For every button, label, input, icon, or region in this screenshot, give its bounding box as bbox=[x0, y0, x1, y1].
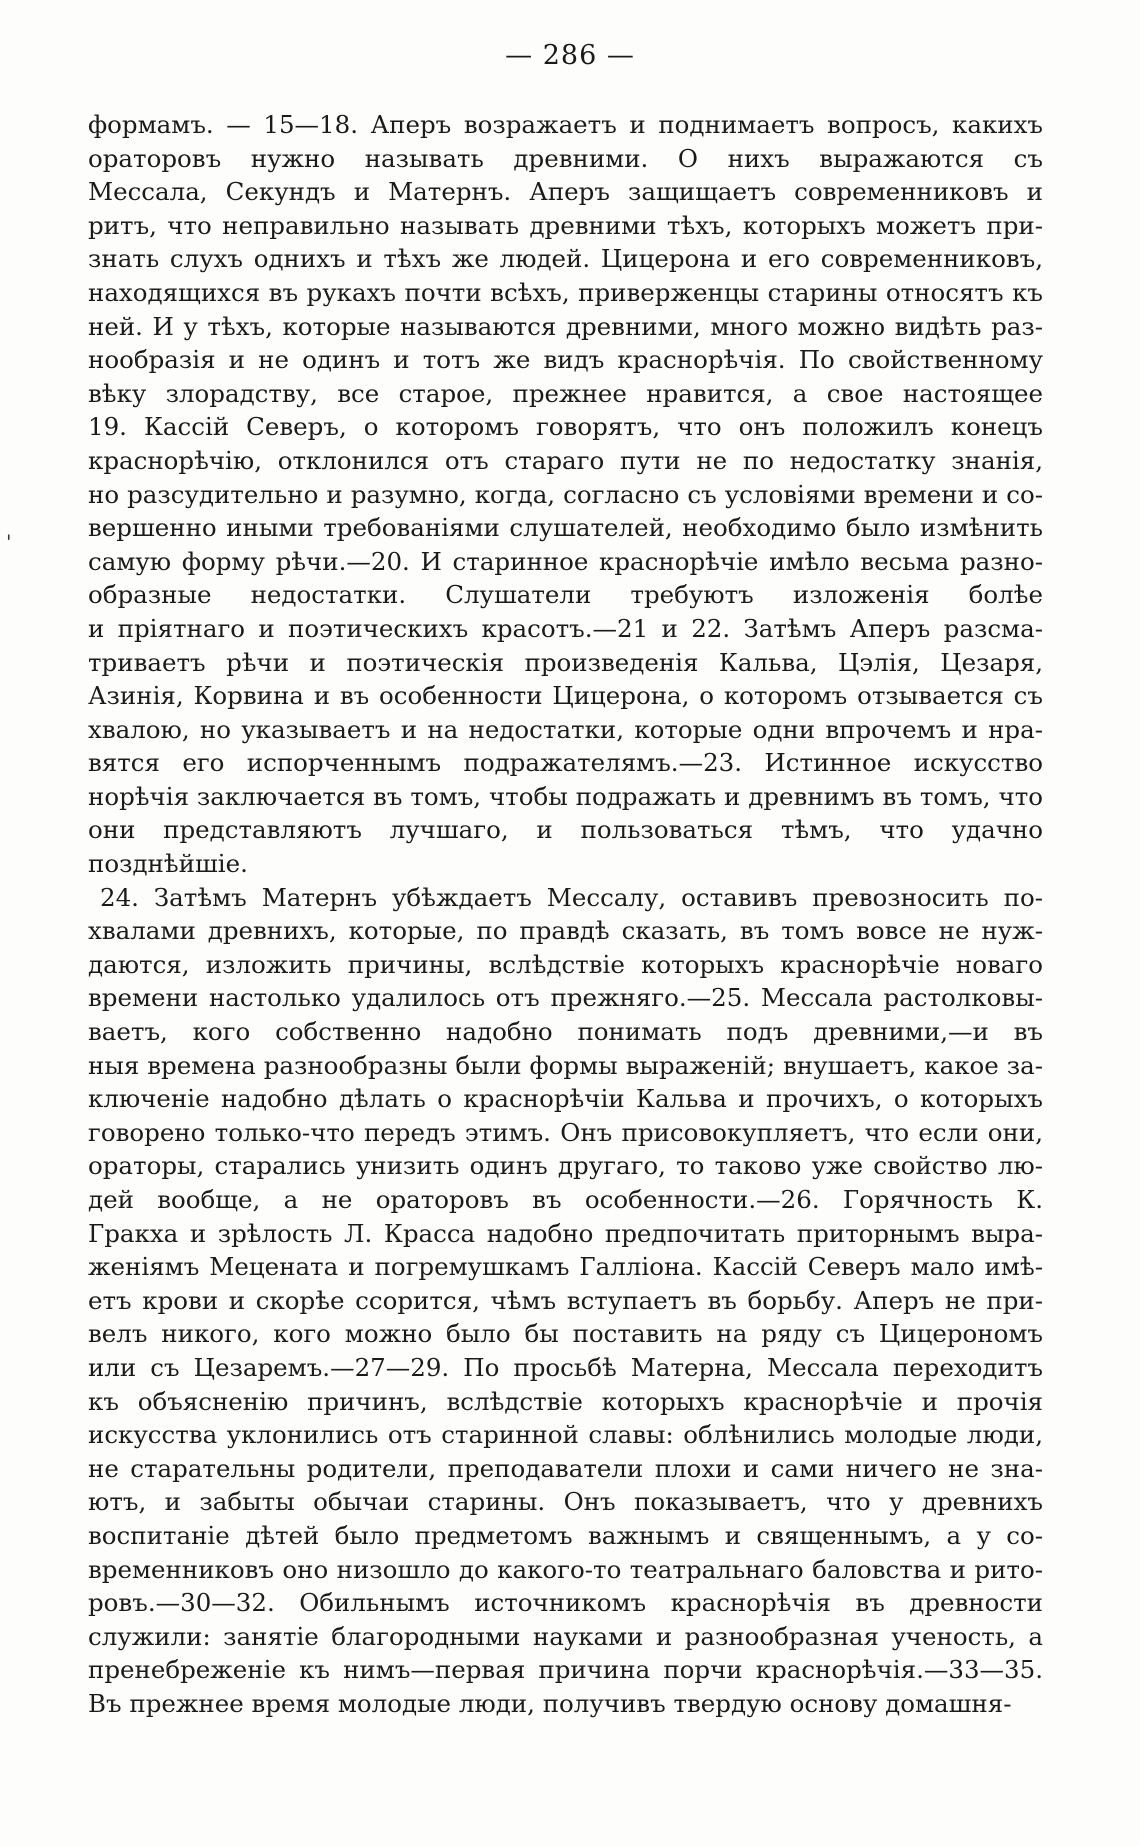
text-line: ритъ, что неправильно называть древними тѣхъ, которыхъ можетъ при- bbox=[88, 210, 1043, 240]
text-line: ключеніе надобно дѣлать о краснорѣчіи Кальва и прочихъ, о которыхъ bbox=[88, 1084, 1043, 1114]
text-line: триваетъ рѣчи и поэтическія произведенія Кальва, Цэлія, Цезаря, bbox=[88, 647, 1043, 677]
text-line: ваетъ, кого собственно надобно понимать подъ древними,—и въ bbox=[88, 1017, 1043, 1047]
text-line: норѣчія заключается въ томъ, чтобы подражать и древнимъ въ томъ, что bbox=[88, 781, 1043, 811]
text-line: хвалами древнихъ, которые, по правдѣ сказать, въ томъ вовсе не нуж- bbox=[88, 916, 1043, 946]
text-line: ровъ.—30—32. Обильнымъ источникомъ краснорѣчія въ древности bbox=[88, 1588, 1043, 1618]
text-line: ютъ, и забыты обычаи старины. Онъ показываетъ, что у древнихъ bbox=[88, 1487, 1043, 1517]
text-line: велъ никого, кого можно было бы поставить на ряду съ Цицерономъ bbox=[88, 1319, 1043, 1349]
text-line: формамъ. — 15—18. Аперъ возражаетъ и поднимаетъ вопросъ, какихъ bbox=[88, 110, 1043, 139]
text-line: позднѣйшіе. bbox=[88, 849, 248, 879]
text-line: дей вообще, а не ораторовъ въ особенности.—26. Горячность К. bbox=[88, 1185, 1043, 1214]
text-line: Мессала, Секундъ и Матернъ. Аперъ защищаетъ современниковъ и bbox=[88, 177, 1043, 207]
text-line: не старательны родители, преподаватели плохи и сами ничего не зна- bbox=[88, 1453, 1043, 1483]
text-line: находящихся въ рукахъ почти всѣхъ, приверженцы старины относятъ къ bbox=[88, 277, 1043, 307]
margin-mark: ' bbox=[6, 530, 12, 554]
text-line: искусства уклонились отъ старинной славы: облѣнились молодые люди, bbox=[88, 1420, 1043, 1450]
text-line: временниковъ оно низошло до какого-то театральнаго баловства и рито- bbox=[88, 1554, 1043, 1584]
text-line: хвалою, но указываетъ и на недостатки, которые одни впрочемъ и нра- bbox=[88, 714, 1043, 744]
text-line: воспитаніе дѣтей было предметомъ важнымъ и священнымъ, а у со- bbox=[88, 1520, 1043, 1550]
text-line: вятся его испорченнымъ подражателямъ.—23. Истинное искусство bbox=[88, 748, 1043, 778]
text-line: краснорѣчію, отклонился отъ стараго пути не по недостатку знанія, bbox=[88, 445, 1043, 475]
text-line: вѣку злорадству, все старое, прежнее нравится, а свое настоящее bbox=[88, 378, 1043, 408]
text-line: самую форму рѣчи.—20. И старинное краснорѣчіе имѣло весьма разно- bbox=[88, 546, 1043, 576]
text-line: образные недостатки. Слушатели требуютъ изложенія болѣе bbox=[88, 580, 1043, 610]
text-line: къ объясненію причинъ, вслѣдствіе которыхъ краснорѣчіе и прочія bbox=[88, 1386, 1043, 1416]
text-line: 24. Затѣмъ Матернъ убѣждаетъ Мессалу, оставивъ превозносить по- bbox=[100, 882, 1043, 912]
page-number: — 286 — bbox=[505, 40, 635, 71]
paragraph-1 bbox=[88, 108, 1043, 881]
text-line: ораторовъ нужно называть древними. О нихъ выражаются съ bbox=[88, 143, 1043, 173]
text-line: етъ крови и скорѣе ссорится, чѣмъ вступаетъ въ борьбу. Аперъ не при- bbox=[88, 1285, 1043, 1315]
text-line: и пріятнаго и поэтическихъ красотъ.—21 и 22. Затѣмъ Аперъ разсма- bbox=[88, 613, 1043, 643]
text-line: говорено только-что передъ этимъ. Онъ присовокупляетъ, что если они, bbox=[88, 1117, 1043, 1147]
paragraph-2 bbox=[88, 881, 1043, 1721]
text-line: они представляютъ лучшаго, и пользоваться тѣмъ, что удачно bbox=[88, 815, 1043, 845]
body-text bbox=[88, 108, 1043, 1721]
text-line: Азинія, Корвина и въ особенности Цицерона, о которомъ отзывается съ bbox=[88, 681, 1043, 711]
text-line: 19. Кассій Северъ, о которомъ говорятъ, что онъ положилъ конецъ bbox=[88, 412, 1043, 442]
text-line: или съ Цезаремъ.—27—29. По просьбѣ Матерна, Мессала переходитъ bbox=[88, 1352, 1043, 1382]
text-line: ныя времена разнообразны были формы выраженій; внушаетъ, какое за- bbox=[88, 1050, 1043, 1080]
text-line: но разсудительно и разумно, когда, согласно съ условіями времени и со- bbox=[88, 479, 1043, 509]
text-line: пренебреженіе къ нимъ—первая причина порчи краснорѣчія.—33—35. bbox=[88, 1655, 1043, 1685]
text-line: времени настолько удалилось отъ прежняго.—25. Мессала растолковы- bbox=[88, 983, 1043, 1013]
text-line: женіямъ Мецената и погремушкамъ Галліона. Кассій Северъ мало имѣ- bbox=[88, 1252, 1043, 1282]
text-line: Гракха и зрѣлость Л. Красса надобно предпочитать приторнымъ выра- bbox=[88, 1218, 1043, 1248]
text-line: ораторы, старались унизить одинъ другаго, то таково уже свойство лю- bbox=[88, 1151, 1043, 1181]
text-line: даются, изложить причины, вслѣдствіе которыхъ краснорѣчіе новаго bbox=[88, 949, 1043, 979]
text-line: вершенно иными требованіями слушателей, необходимо было измѣнить bbox=[88, 513, 1043, 543]
text-line: нообразія и не одинъ и тотъ же видъ краснорѣчія. По свойственному bbox=[88, 345, 1043, 375]
text-line: знать слухъ однихъ и тѣхъ же людей. Цицерона и его современниковъ, bbox=[88, 244, 1043, 274]
text-line: ней. И у тѣхъ, которые называются древними, много можно видѣть раз- bbox=[88, 311, 1043, 341]
text-line: Въ прежнее время молодые люди, получивъ твердую основу домашня- bbox=[88, 1688, 1012, 1718]
text-line: служили: занятіе благородными науками и разнообразная ученость, а bbox=[88, 1621, 1043, 1651]
